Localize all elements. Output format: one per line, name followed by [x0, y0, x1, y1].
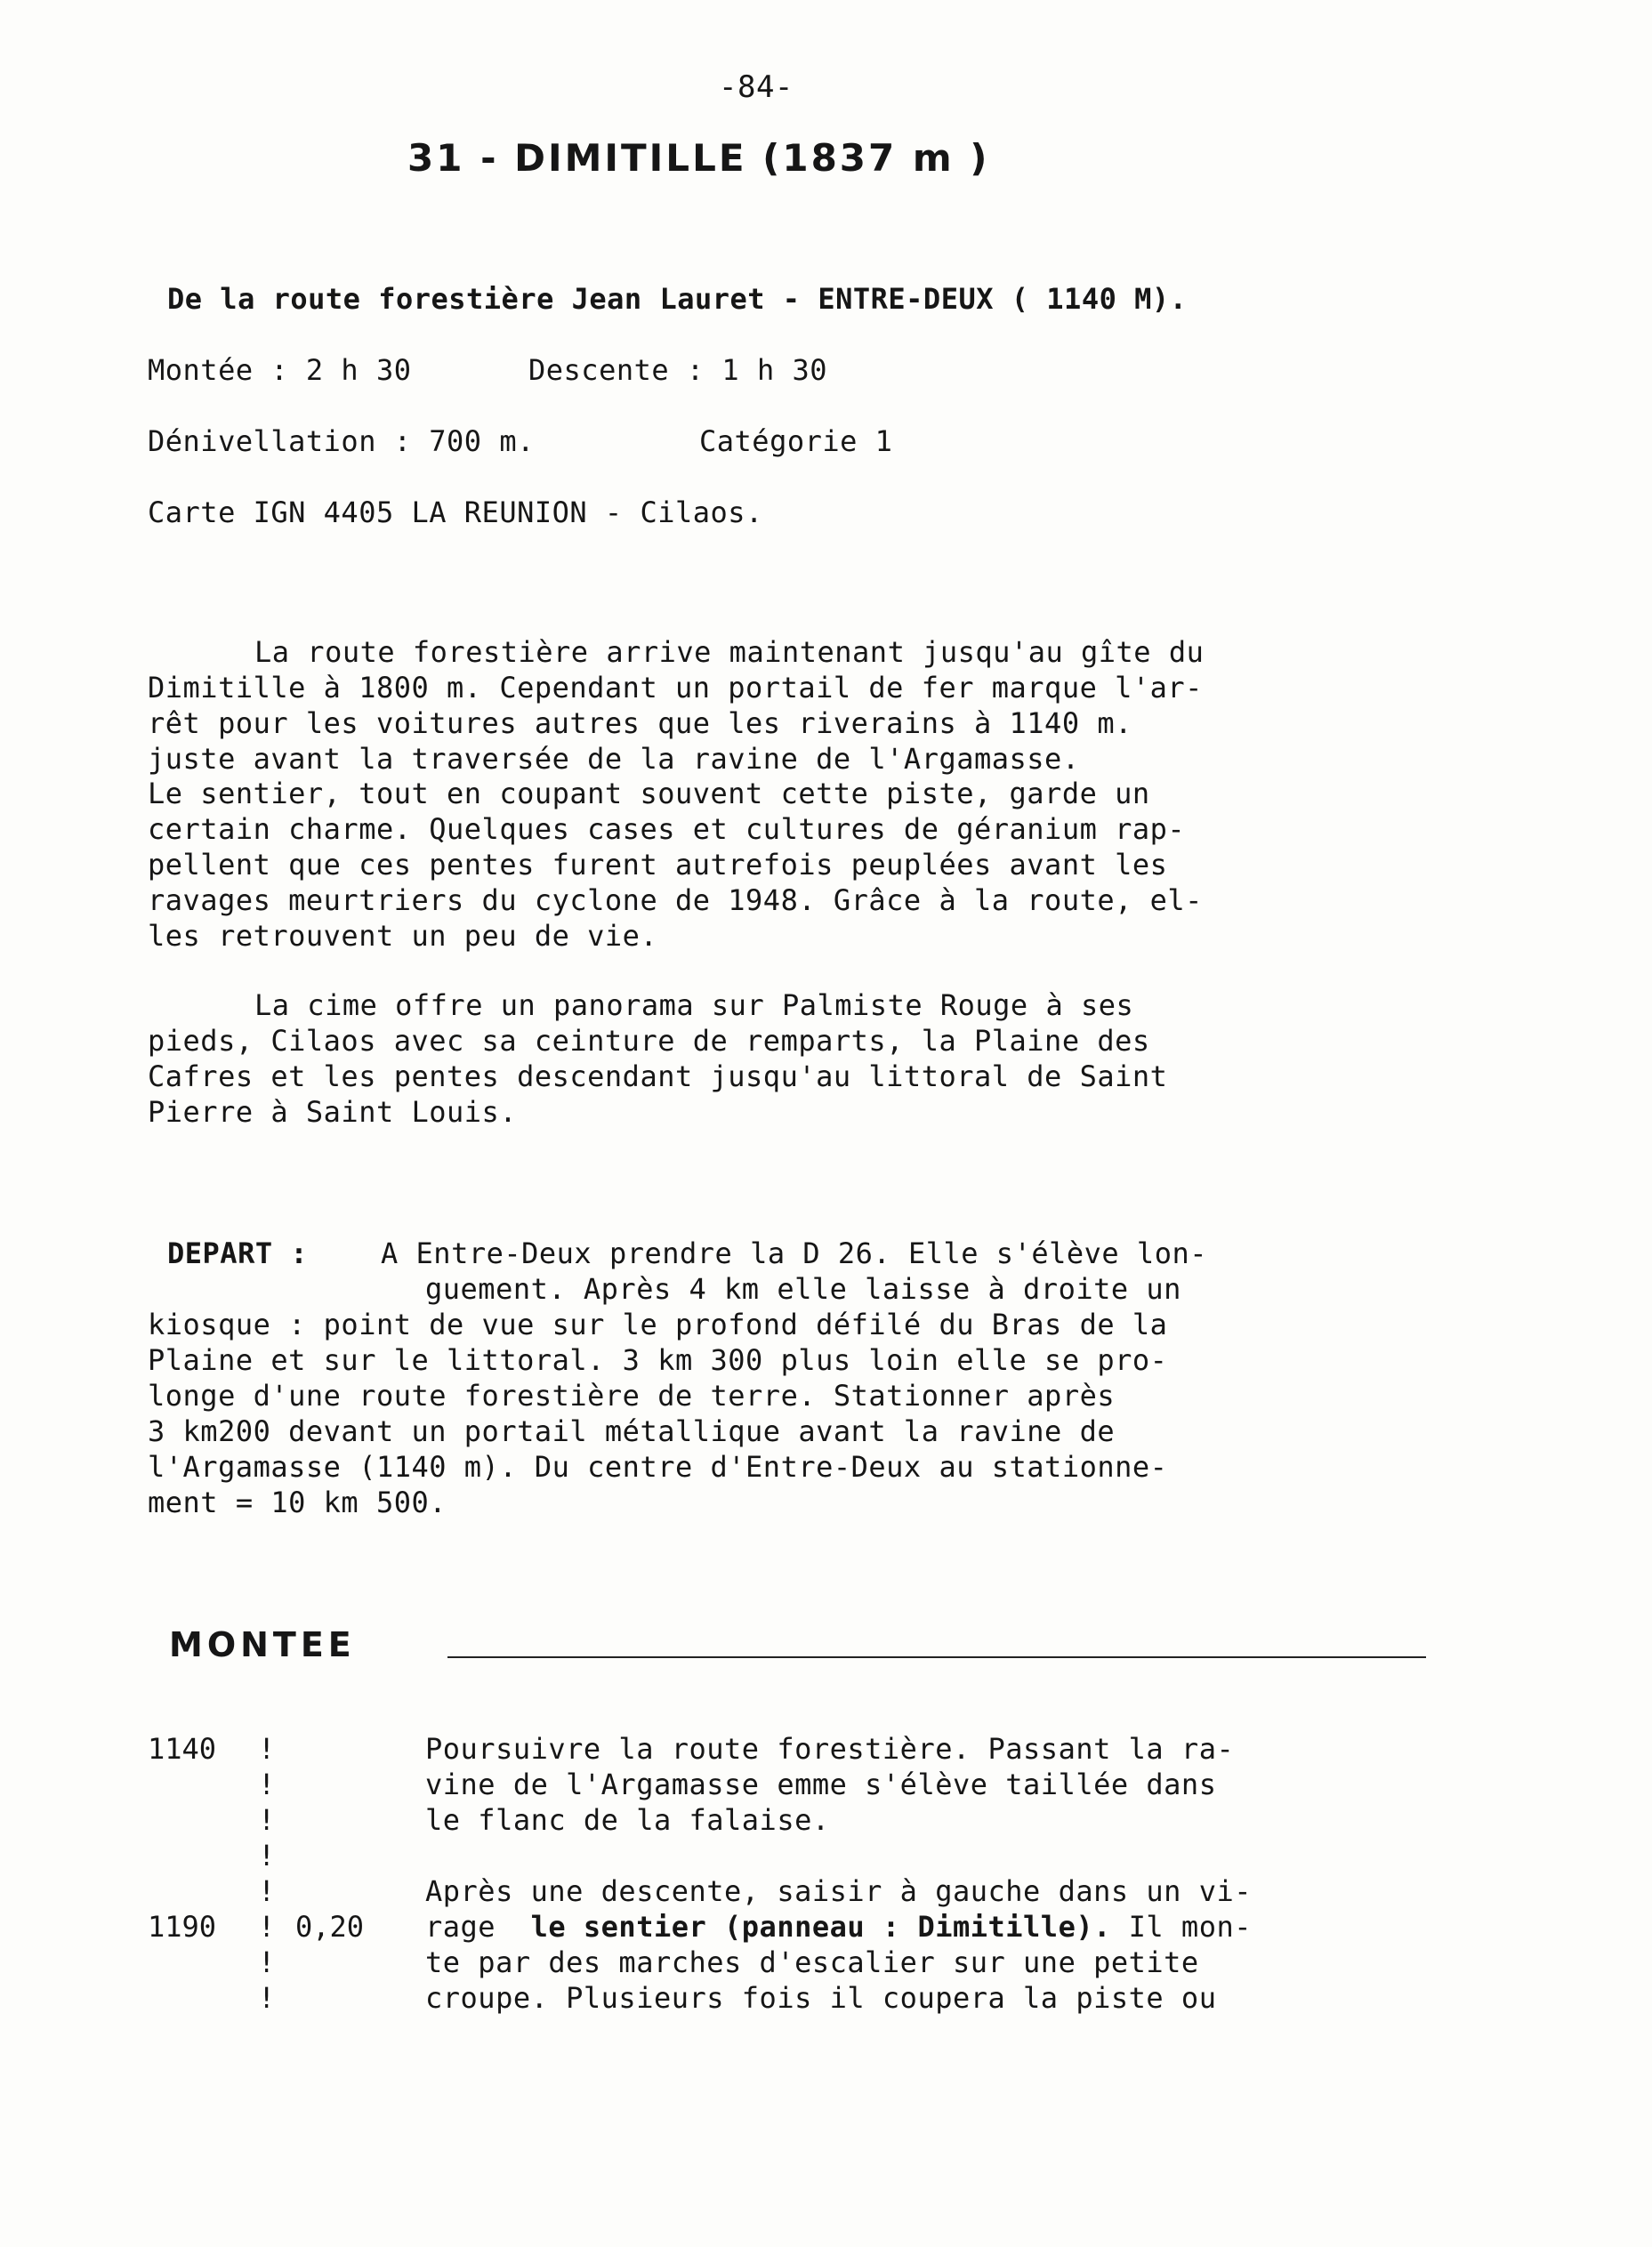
- denivellation: Dénivellation : 700 m.: [148, 424, 535, 458]
- text-line: certain charme. Quelques cases et cultures de géranium rap-: [148, 812, 1186, 846]
- text-line: Plaine et sur le littoral. 3 km 300 plus loin elle se pro-: [148, 1343, 1168, 1377]
- column-separator: !: [258, 1874, 276, 1908]
- montee-time: Montée : 2 h 30: [148, 353, 412, 387]
- page-number: -84-: [719, 69, 794, 105]
- text-line: pellent que ces pentes furent autrefois peuplées avant les: [148, 848, 1168, 882]
- text-line: rêt pour les voitures autres que les riverains à 1140 m.: [148, 706, 1132, 740]
- column-separator: !: [258, 1839, 276, 1872]
- sentier-highlight: le sentier (panneau : Dimitille).: [530, 1910, 1111, 1944]
- column-separator: !: [258, 1803, 276, 1837]
- route-subtitle: De la route forestière Jean Lauret - ENTRE-DEUX ( 1140 M).: [167, 282, 1188, 316]
- section-title-montee: MONTEE: [169, 1625, 356, 1664]
- categorie: Catégorie 1: [699, 424, 893, 458]
- text-line: Cafres et les pentes descendant jusqu'au littoral de Saint: [148, 1059, 1168, 1093]
- descente-time: Descente : 1 h 30: [528, 353, 828, 387]
- carte-ign: Carte IGN 4405 LA REUNION - Cilaos.: [148, 495, 763, 529]
- text-line: ment = 10 km 500.: [148, 1486, 447, 1519]
- column-separator: !: [258, 1732, 276, 1766]
- text-line-mixed: [425, 1909, 1252, 1945]
- text-line: 3 km200 devant un portail métallique avant la ravine de: [148, 1414, 1116, 1448]
- text-line: te par des marches d'escalier sur une petite: [425, 1945, 1199, 1979]
- text-line: l'Argamasse (1140 m). Du centre d'Entre-Deux au stationne-: [148, 1450, 1168, 1484]
- text-line: croupe. Plusieurs fois il coupera la piste ou: [425, 1981, 1217, 2015]
- text-line: Pierre à Saint Louis.: [148, 1095, 518, 1129]
- text-line: Après une descente, saisir à gauche dans un vi-: [425, 1874, 1252, 1908]
- section-rule: [447, 1656, 1426, 1658]
- column-separator: !: [258, 1981, 276, 2015]
- text-line: A Entre-Deux prendre la D 26. Elle s'élève lon-: [381, 1236, 1207, 1270]
- text-line: guement. Après 4 km elle laisse à droite un: [425, 1272, 1181, 1306]
- distance-value: 0,20: [295, 1910, 365, 1944]
- text-line: Le sentier, tout en coupant souvent cette piste, garde un: [148, 777, 1150, 810]
- altitude-value: 1140: [148, 1732, 217, 1766]
- text-segment: rage: [425, 1910, 496, 1944]
- text-line: vine de l'Argamasse emme s'élève taillée dans: [425, 1768, 1217, 1801]
- page-title: 31 - DIMITILLE (1837 m ): [407, 136, 990, 180]
- column-separator: !: [258, 1945, 276, 1979]
- text-line: les retrouvent un peu de vie.: [148, 919, 658, 953]
- text-line: Poursuivre la route forestière. Passant la ra-: [425, 1732, 1235, 1766]
- text-line: juste avant la traversée de la ravine de l'Argamasse.: [148, 742, 1080, 776]
- text-segment: Il mon-: [1128, 1910, 1252, 1944]
- text-line: La route forestière arrive maintenant jusqu'au gîte du: [254, 635, 1205, 669]
- depart-label: DEPART :: [167, 1236, 309, 1270]
- text-line: longe d'une route forestière de terre. Stationner après: [148, 1379, 1116, 1413]
- text-line: Dimitille à 1800 m. Cependant un portail de fer marque l'ar-: [148, 671, 1203, 705]
- text-line: ravages meurtriers du cyclone de 1948. Grâce à la route, el-: [148, 883, 1203, 917]
- column-separator: !: [258, 1768, 276, 1801]
- text-line: kiosque : point de vue sur le profond défilé du Bras de la: [148, 1308, 1168, 1341]
- text-line: le flanc de la falaise.: [425, 1803, 830, 1837]
- text-line: pieds, Cilaos avec sa ceinture de remparts, la Plaine des: [148, 1024, 1150, 1058]
- altitude-value: 1190: [148, 1910, 217, 1944]
- column-separator: !: [258, 1910, 276, 1944]
- text-line: La cime offre un panorama sur Palmiste Rouge à ses: [254, 988, 1134, 1022]
